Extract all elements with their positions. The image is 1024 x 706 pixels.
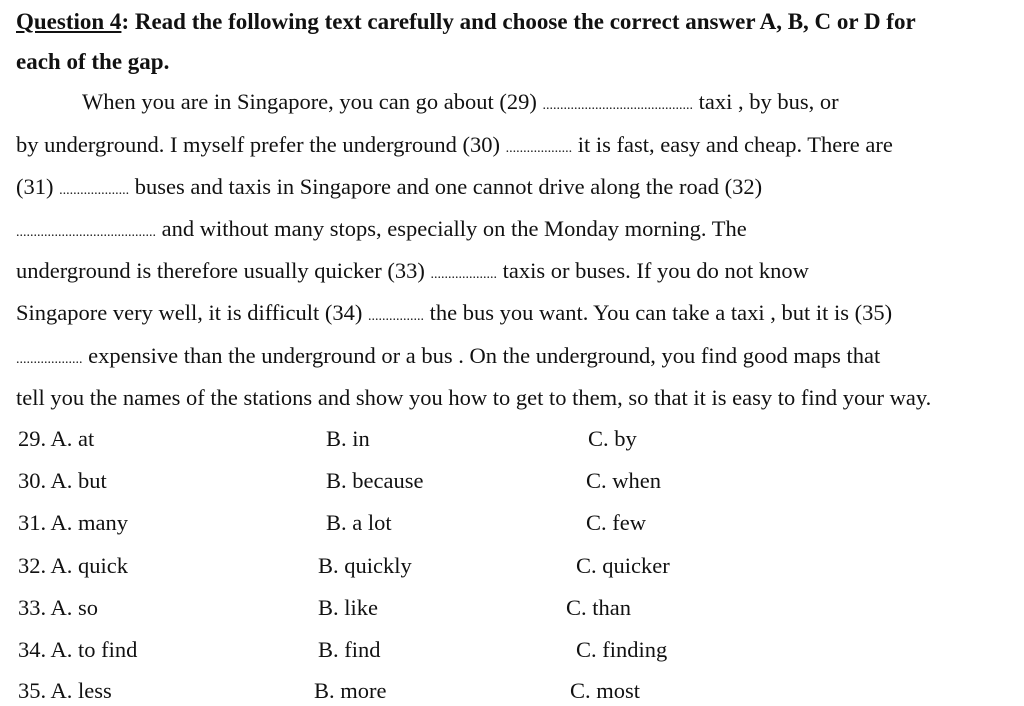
question-instruction: : Read the following text carefully and choose the correct answer A, B, C or D for xyxy=(121,9,916,34)
passage-text: taxis or buses. If you do not know xyxy=(496,258,809,283)
passage-text: by underground. I myself prefer the underground (30) xyxy=(16,132,506,157)
passage-text: underground is therefore usually quicker (33) xyxy=(16,258,431,283)
gap-30[interactable]: ................... xyxy=(505,141,573,156)
question-instruction-line2: each of the gap. xyxy=(16,49,170,74)
gap-31[interactable]: .................... xyxy=(59,183,130,198)
option-35-a[interactable]: 35. A. less xyxy=(18,678,112,703)
passage-text: Singapore very well, it is difficult (34) xyxy=(16,300,369,325)
option-34-b[interactable]: B. find xyxy=(318,637,381,662)
passage-text: expensive than the underground or a bus . On the underground, you find good maps that xyxy=(82,343,881,368)
option-33-b[interactable]: B. like xyxy=(318,595,378,620)
gap-32[interactable]: ........................................ xyxy=(16,225,156,240)
option-32-b[interactable]: B. quickly xyxy=(318,553,412,578)
option-35-c[interactable]: C. most xyxy=(570,678,641,703)
question-label: Question 4 xyxy=(16,9,122,34)
option-32-c[interactable]: C. quicker xyxy=(576,553,670,578)
option-35-b[interactable]: B. more xyxy=(314,678,387,703)
gap-33[interactable]: ................... xyxy=(430,267,497,282)
option-32-a[interactable]: 32. A. quick xyxy=(18,553,128,578)
option-31-a[interactable]: 31. A. many xyxy=(18,510,128,535)
passage-text: (31) xyxy=(16,174,60,199)
option-29-c[interactable]: C. by xyxy=(588,426,637,451)
option-30-c[interactable]: C. when xyxy=(586,468,661,493)
passage-line-4 xyxy=(16,214,747,248)
passage-line-2 xyxy=(16,130,893,164)
option-30-a[interactable]: 30. A. but xyxy=(18,468,107,493)
option-29-b[interactable]: B. in xyxy=(326,426,370,451)
passage-line-1 xyxy=(82,87,839,121)
passage-line-3 xyxy=(16,172,762,206)
option-34-a[interactable]: 34. A. to find xyxy=(18,637,138,662)
passage-text: When you are in Singapore, you can go about (29) xyxy=(82,89,543,114)
option-33-c[interactable]: C. than xyxy=(566,595,631,620)
gap-34[interactable]: ................ xyxy=(368,309,425,324)
option-33-a[interactable]: 33. A. so xyxy=(18,595,99,620)
passage-text: it is fast, easy and cheap. There are xyxy=(572,132,893,157)
option-31-b[interactable]: B. a lot xyxy=(326,510,392,535)
question-heading xyxy=(16,2,1024,82)
passage-text: buses and taxis in Singapore and one cannot drive along the road (32) xyxy=(129,174,763,199)
gap-29[interactable]: ........................................... xyxy=(542,98,693,113)
gap-35[interactable]: ................... xyxy=(16,352,83,367)
option-31-c[interactable]: C. few xyxy=(586,510,646,535)
passage-line-5 xyxy=(16,256,809,290)
passage-text: and without many stops, especially on the Monday morning. The xyxy=(156,216,747,241)
passage-line-7 xyxy=(16,341,880,375)
passage-text: the bus you want. You can take a taxi , but it is (35) xyxy=(424,300,893,325)
option-29-a[interactable]: 29. A. at xyxy=(18,426,95,451)
option-34-c[interactable]: C. finding xyxy=(576,637,668,662)
passage-line-8: tell you the names of the stations and show you how to get to them, so that it is easy to find your way. xyxy=(16,385,932,410)
passage-text: taxi , by bus, or xyxy=(693,89,839,114)
option-30-b[interactable]: B. because xyxy=(326,468,424,493)
passage-line-6 xyxy=(16,298,892,332)
